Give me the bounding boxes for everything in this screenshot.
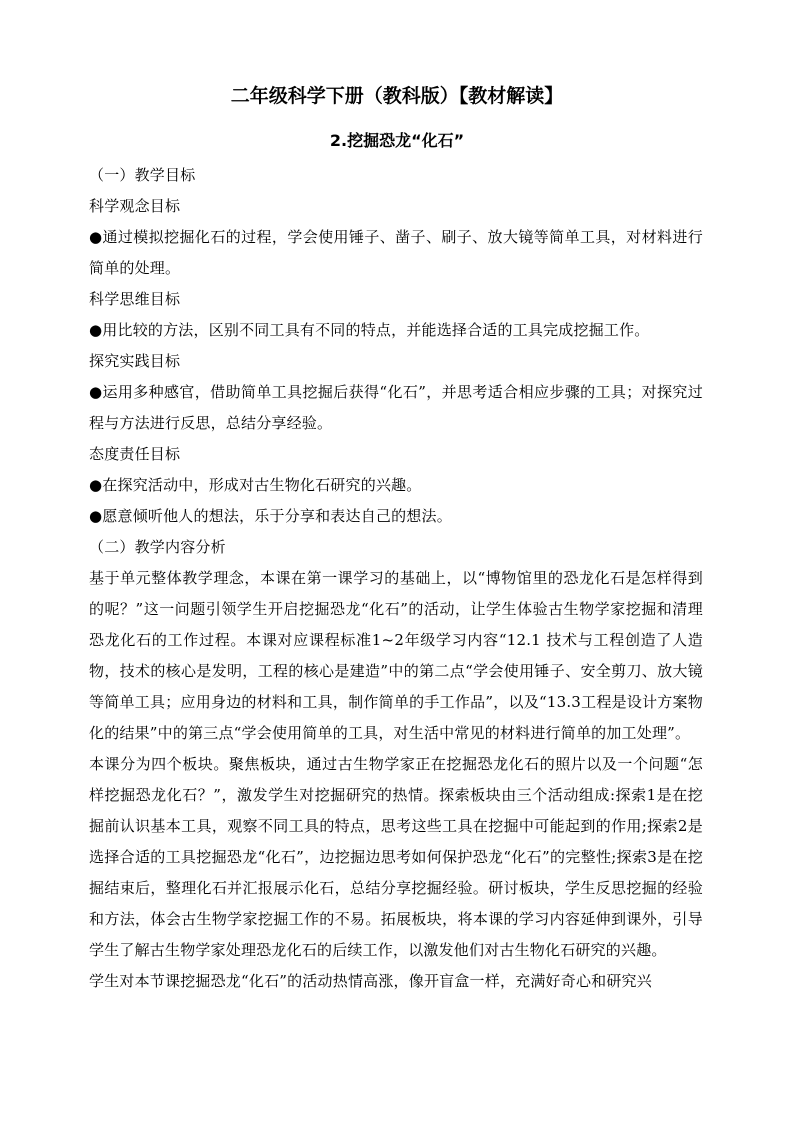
document-body: [89, 160, 703, 997]
goal-heading-practice: 探究实践目标: [89, 352, 181, 370]
goal-item-practice: ● 运用多种感官，借助简单工具挖掘后获得“化石”，并思考适合相应步骤的工具；对探究过程与方法进行反思，总结分享经验。: [89, 377, 703, 439]
section-heading-goals: （一）教学目标: [89, 166, 196, 184]
goal-heading-attitude: 态度责任目标: [89, 445, 181, 463]
goal-item-thinking: ● 用比较的方法，区别不同工具有不同的特点，并能选择合适的工具完成挖掘工作。: [89, 315, 703, 346]
goal-item-concept: ● 通过模拟挖掘化石的过程，学会使用锤子、凿子、刷子、放大镜等简单工具，对材料进行简单的处理。: [89, 222, 703, 284]
lesson-title: 2.挖掘恐龙“化石”: [329, 131, 465, 150]
goal-item-attitude-1: ● 在探究活动中，形成对古生物化石研究的兴趣。: [89, 470, 703, 501]
goal-item-attitude-2: ● 愿意倾听他人的想法，乐于分享和表达自己的想法。: [89, 501, 703, 532]
paragraph-3: 学生对本节课挖掘恐龙“化石”的活动热情高涨，像开盲盒一样，充满好奇心和研究兴: [89, 972, 652, 990]
section-heading-content: （二）教学内容分析: [89, 538, 226, 556]
paragraph-2: 本课分为四个板块。聚焦板块，通过古生物学家正在挖掘恐龙化石的照片以及一个问题“怎样挖掘恐龙化石？”，激发学生对挖掘研究的热情。探索板块由三个活动组成:探索1是在挖掘前认识基本工具，观察不同工具的特点，思考这些工具在挖掘中可能起到的作用;探索2是选择合适的工具挖掘恐龙“化石”，边挖掘边思考如何保护恐龙“化石”的完整性;探索3是在挖掘结束后，整理化石并汇报展示化石，总结分享挖掘经验。研讨板块，学生反思挖掘的经验和方法，体会古生物学家挖掘工作的不易。拓展板块，将本课的学习内容延伸到课外，引导学生了解古生物学家处理恐龙化石的后续工作，以激发他们对古生物化石研究的兴趣。: [89, 755, 703, 959]
goal-heading-concept: 科学观念目标: [89, 197, 181, 215]
paragraph-1: 基于单元整体教学理念，本课在第一课学习的基础上，以“博物馆里的恐龙化石是怎样得到的呢？”这一问题引领学生开启挖掘恐龙“化石”的活动，让学生体验古生物学家挖掘和清理恐龙化石的工作过程。本课对应课程标准1~2年级学习内容“12.1 技术与工程创造了人造物，技术的核心是发明，工程的核心是建造”中的第二点“学会使用锤子、安全剪刀、放大镜等简单工具；应用身边的材料和工具，制作简单的手工作品”，以及“13.3工程是设计方案物化的结果”中的第三点“学会使用简单的工具，对生活中常见的材料进行简单的加工处理”。: [89, 569, 703, 742]
document-title: 二年级科学下册（教科版）【教材解读】: [230, 85, 564, 107]
goal-heading-thinking: 科学思维目标: [89, 290, 181, 308]
